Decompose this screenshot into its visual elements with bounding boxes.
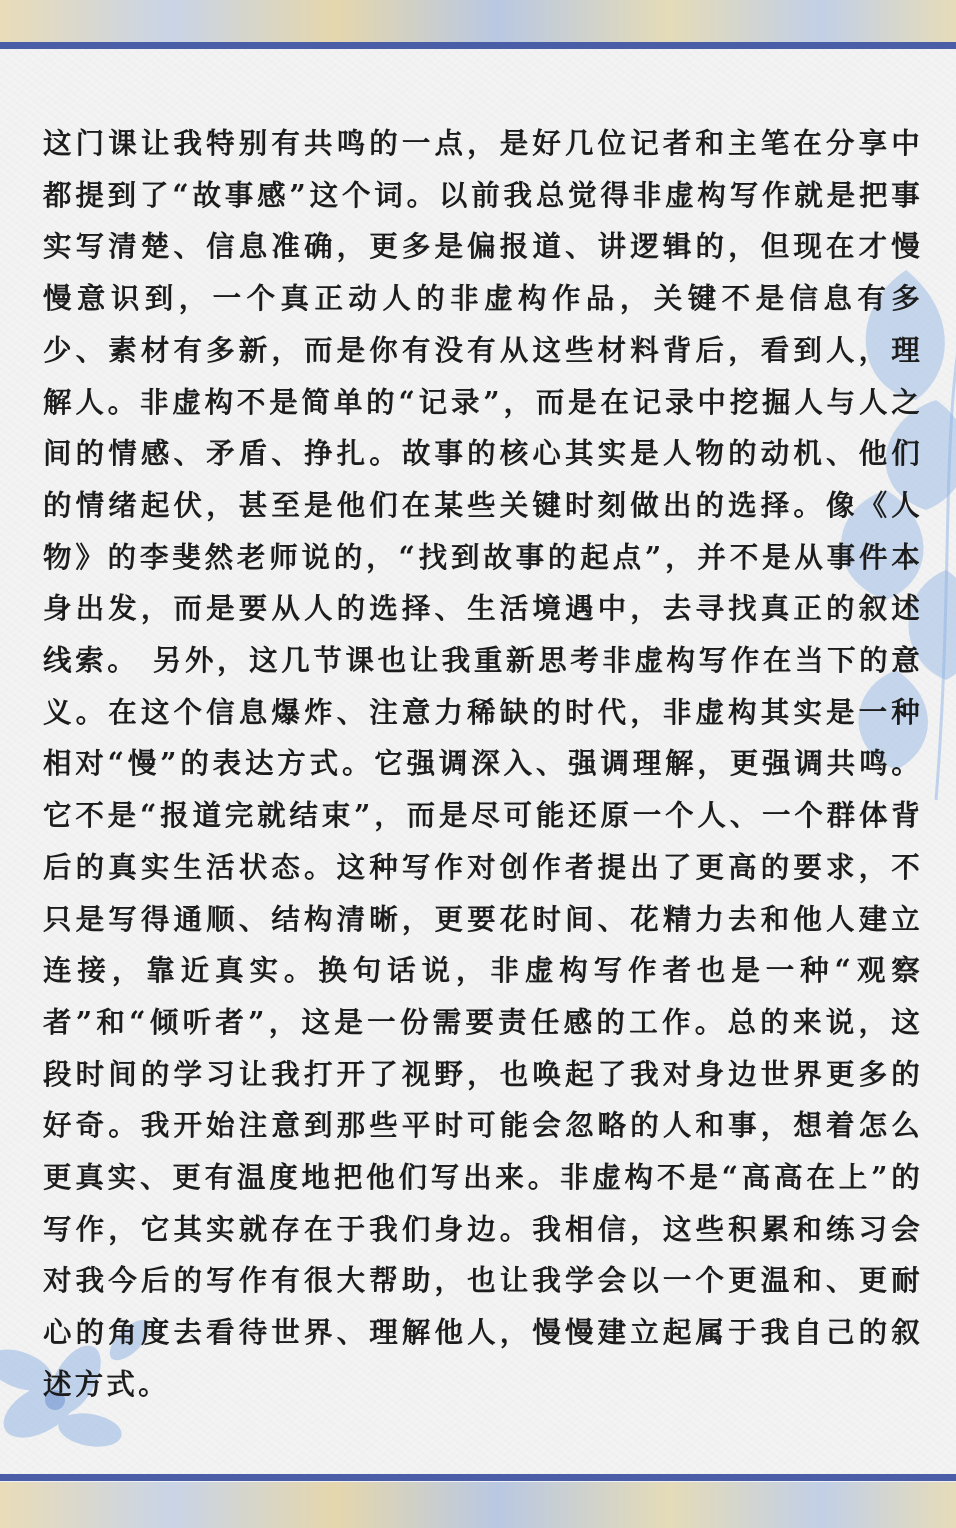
top-watercolor-band: [0, 0, 956, 44]
top-border-rule: [0, 42, 956, 49]
bottom-watercolor-band: [0, 1482, 956, 1528]
article-body: 这门课让我特别有共鸣的一点，是好几位记者和主笔在分享中都提到了“故事感”这个词。以前我总觉得非虚构写作就是把事实写清楚、信息准确，更多是偏报道、讲逻辑的，但现在才慢慢意识到，一个真正动人的非虚构作品，关键不是信息有多少、素材有多新，而是你有没有从这些材料背后，看到人，理解人。非虚构不是简单的“记录”，而是在记录中挖掘人与人之间的情感、矛盾、挣扎。故事的核心其实是人物的动机、他们的情绪起伏，甚至是他们在某些关键时刻做出的选择。像《人物》的李斐然老师说的，“找到故事的起点”，并不是从事件本身出发，而是要从人的选择、生活境遇中，去寻找真正的叙述线索。 另外，这几节课也让我重新思考非虚构写作在当下的意义。在这个信息爆炸、注意力稀缺的时代，非虚构其实是一种相对“慢”的表达方式。它强调深入、强调理解，更强调共鸣。它不是“报道完就结束”，而是尽可能还原一个人、一个群体背后的真实生活状态。这种写作对创作者提出了更高的要求，不只是写得通顺、结构清晰，更要花时间、花精力去和他人建立连接，靠近真实。换句话说，非虚构写作者也是一种“观察者”和“倾听者”，这是一份需要责任感的工作。总的来说，这段时间的学习让我打开了视野，也唤起了我对身边世界更多的好奇。我开始注意到那些平时可能会忽略的人和事，想着怎么更真实、更有温度地把他们写出来。非虚构不是“高高在上”的写作，它其实就存在于我们身边。我相信，这些积累和练习会对我今后的写作有很大帮助，也让我学会以一个更温和、更耐心的角度去看待世界、理解他人，慢慢建立起属于我自己的叙述方式。: [43, 126, 923, 1401]
bottom-border-rule: [0, 1474, 956, 1481]
